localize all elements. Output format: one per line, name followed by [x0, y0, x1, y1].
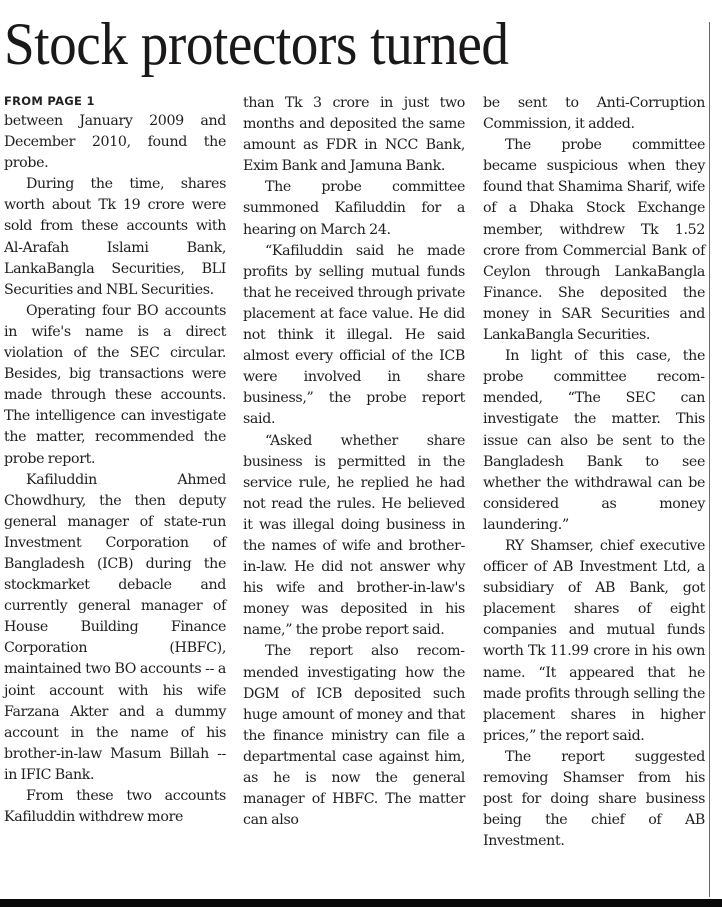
paragraph: Kafiluddin Ahmed Chowdhury, the then deputy general manager of state-run Investment Corporation of Bangladesh (ICB) during the stockmarket debacle and currently general manager of House Building Finance Corporation (HBFC), maintained two BO accounts -- a joint account with his wife Farzana Akter and a dummy account in the name of his brother-in-law Masum Billah -- in IFIC Bank. — [4, 471, 226, 783]
paragraph: between January 2009 and December 2010, found the probe. — [4, 113, 226, 172]
paragraph: Operating four BO accounts in wife's name is a direct violation of the SEC circular. Besides, big transactions were made through these accounts. The intelligence can investigate the matter, recommended the probe report. — [4, 302, 226, 467]
paragraph: The probe committee summoned Kafiluddin for a hearing on March 24. — [243, 179, 465, 238]
paragraph: RY Shamser, chief executive officer of AB Investment Ltd, a subsidiary of AB Bank, got placement shares of eight companies and mutual funds worth Tk 11.99 crore in his own name. “It appeared that he made profits through selling the placement shares in higher prices,” the report said. — [483, 537, 705, 744]
paragraph: “Asked whether share business is permitted in the service rule, he replied he had not read the rules. He believed it was illegal doing business in the names of wife and brother-in-law. He did not answer why his wife and brother-in-law's money was deposited in his name,” the probe report said. — [243, 432, 465, 639]
paragraph: The probe committee became suspicious when they found that Shamima Sharif, wife of a Dhaka Stock Exchange member, withdrew Tk 1.52 crore from Commercial Bank of Ceylon through LankaBangla Finance. She deposited the money in SAR Securities and LankaBangla Securities. — [483, 137, 705, 344]
headline: Stock protectors turned — [4, 11, 509, 77]
article-column-1 — [4, 93, 226, 828]
article-column-3 — [483, 93, 705, 852]
continued-from-label: FROM PAGE 1 — [4, 94, 95, 108]
paragraph: The report also recommended investigating how the DGM of ICB deposited such huge amount of money and that the finance ministry can file a departmental case against him, as he is now the general manager of HBFC. The matter can also — [243, 643, 465, 829]
paragraph: The report suggested removing Shamser from his post for doing share business being the chief of AB Investment. — [483, 748, 705, 850]
article-column-2 — [243, 93, 465, 831]
paragraph: From these two accounts Kafiluddin withdrew more — [4, 788, 226, 826]
paragraph: “Kafiluddin said he made profits by selling mutual funds that he received through private placement at face value. He did not think it illegal. He said almost every official of the ICB were involved in share business,” the probe report said. — [243, 242, 465, 428]
paragraph: than Tk 3 crore in just two months and deposited the same amount as FDR in NCC Bank, Exim Bank and Jamuna Bank. — [243, 95, 465, 175]
bottom-border — [0, 899, 722, 907]
paragraph: During the time, shares worth about Tk 19 crore were sold from these accounts with Al-Arafah Islami Bank, LankaBangla Securities, BLI Securities and NBL Securities. — [4, 176, 226, 298]
paragraph: In light of this case, the probe committee recommended, “The SEC can investigate the matter. This issue can also be sent to the Bangladesh Bank to see whether the withdrawal can be considered as money laundering.” — [483, 348, 705, 533]
column-rule — [709, 22, 710, 897]
paragraph: be sent to Anti-Corruption Commission, it added. — [483, 95, 705, 133]
